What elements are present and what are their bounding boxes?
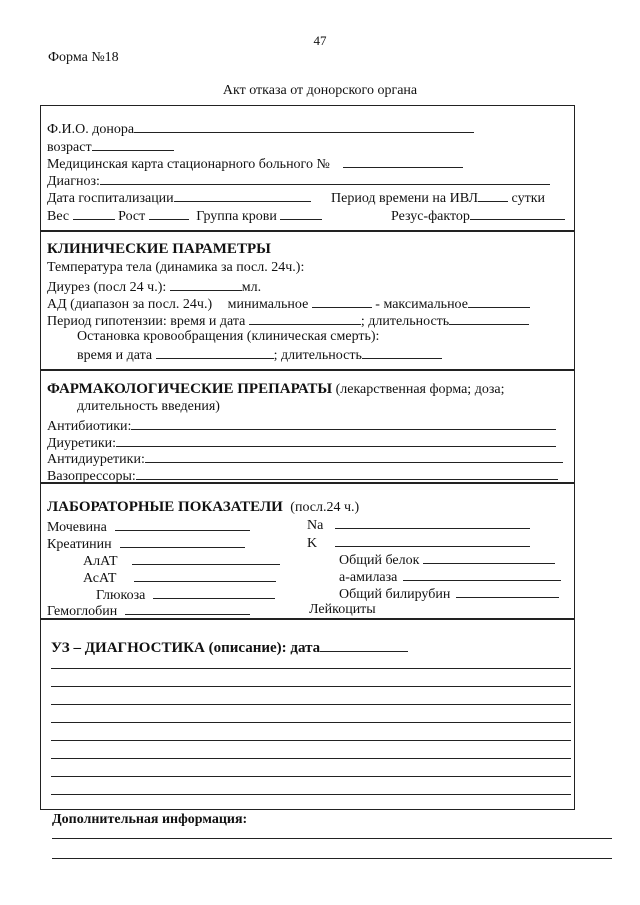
creatinine-field[interactable] — [120, 535, 245, 548]
donor-info-section — [40, 105, 575, 231]
additional-info-label: Дополнительная информация: — [52, 812, 248, 827]
arrest-duration-field[interactable] — [362, 346, 442, 359]
ultrasound-line[interactable] — [51, 722, 571, 723]
glucose-label: Глюкоза — [96, 588, 146, 603]
total-protein-field[interactable] — [423, 551, 555, 564]
hypotension-duration-field[interactable] — [449, 312, 529, 325]
form-number: Форма №18 — [48, 50, 119, 65]
clinical-heading: КЛИНИЧЕСКИЕ ПАРАМЕТРЫ — [47, 241, 271, 257]
ultrasound-line[interactable] — [51, 740, 571, 741]
bp-label: АД (диапазон за посл. 24ч.) — [47, 297, 213, 312]
bp-max-label: - максимальное — [375, 297, 468, 312]
ultrasound-heading: УЗ – ДИАГНОСТИКА (описание): дата — [51, 640, 321, 656]
na-label: Na — [307, 518, 324, 533]
hospitalization-label: Дата госпитализации — [47, 191, 174, 206]
na-field[interactable] — [335, 516, 530, 529]
rh-label: Резус-фактор — [391, 209, 470, 224]
ultrasound-line[interactable] — [51, 758, 571, 759]
temperature-label: Температура тела (динамика за посл. 24ч.): — [47, 260, 305, 275]
diuresis-field[interactable] — [170, 278, 242, 291]
donor-name-field[interactable] — [134, 120, 474, 133]
ultrasound-line[interactable] — [51, 794, 571, 795]
ultrasound-line[interactable] — [51, 686, 571, 687]
antibiotics-label: Антибиотики: — [47, 419, 132, 434]
hemoglobin-field[interactable] — [125, 602, 250, 615]
lab-heading: ЛАБОРАТОРНЫЕ ПОКАЗАТЕЛИ — [47, 499, 283, 515]
vasopressors-field[interactable] — [136, 467, 558, 480]
bp-max-field[interactable] — [468, 295, 530, 308]
k-label: K — [307, 536, 318, 551]
lab-heading-note: (посл.24 ч.) — [290, 500, 360, 515]
asat-label: АсАТ — [83, 571, 117, 586]
bp-min-field[interactable] — [312, 295, 372, 308]
arrest-label: Остановка кровообращения (клиническая смерть): — [77, 329, 380, 344]
height-field[interactable] — [149, 207, 189, 220]
hypotension-label: Период гипотензии: время и дата — [47, 314, 246, 329]
pharma-heading-note: (лекарственная форма; доза; — [335, 382, 505, 397]
antidiuretics-field[interactable] — [145, 450, 563, 463]
ultrasound-line[interactable] — [51, 668, 571, 669]
ventilation-field[interactable] — [478, 189, 508, 202]
bilirubin-label: Общий билирубин — [339, 587, 451, 602]
ultrasound-line[interactable] — [51, 704, 571, 705]
ventilation-label: Период времени на ИВЛ — [331, 191, 479, 206]
weight-label: Вес — [47, 209, 70, 224]
ultrasound-section — [40, 619, 575, 810]
bp-min-label: минимальное — [227, 297, 309, 312]
glucose-field[interactable] — [153, 586, 275, 599]
antidiuretics-label: Антидиуретики: — [47, 452, 145, 467]
page-number: 47 — [313, 33, 327, 48]
arrest-date-field[interactable] — [156, 346, 274, 359]
asat-field[interactable] — [134, 569, 276, 582]
hypotension-date-field[interactable] — [249, 312, 361, 325]
additional-info-line[interactable] — [52, 838, 612, 839]
hypotension-duration-label: ; длительность — [360, 314, 450, 329]
k-field[interactable] — [335, 534, 530, 547]
arrest-duration-label: ; длительность — [273, 348, 362, 363]
page-title: Акт отказа от донорского органа — [222, 83, 418, 98]
amylase-label: а-амилаза — [339, 570, 398, 585]
leukocytes-label: Лейкоциты — [309, 602, 376, 617]
ultrasound-line[interactable] — [51, 776, 571, 777]
age-field[interactable] — [92, 138, 174, 151]
alat-field[interactable] — [132, 552, 280, 565]
donor-name-label: Ф.И.О. донора — [47, 122, 135, 137]
pharma-heading-note2: длительность введения) — [77, 399, 220, 414]
rh-field[interactable] — [470, 207, 565, 220]
hospitalization-field[interactable] — [174, 189, 311, 202]
diuresis-label: Диурез (посл 24 ч.): — [47, 280, 167, 295]
antibiotics-field[interactable] — [131, 417, 556, 430]
arrest-time-label: время и дата — [77, 348, 153, 363]
blood-group-label: Группа крови — [196, 209, 277, 224]
age-label: возраст — [47, 140, 92, 155]
pharma-section — [40, 370, 575, 483]
total-protein-label: Общий белок — [339, 553, 420, 568]
diagnosis-field[interactable] — [100, 172, 550, 185]
diuresis-unit: мл. — [241, 280, 262, 295]
weight-field[interactable] — [73, 207, 115, 220]
ultrasound-date-field[interactable] — [320, 639, 408, 652]
bilirubin-field[interactable] — [456, 585, 559, 598]
pharma-heading: ФАРМАКОЛОГИЧЕСКИЕ ПРЕПАРАТЫ — [47, 381, 333, 397]
creatinine-label: Креатинин — [47, 537, 112, 552]
alat-label: АлАТ — [83, 554, 118, 569]
vasopressors-label: Вазопрессоры: — [47, 469, 136, 484]
hemoglobin-label: Гемоглобин — [47, 604, 118, 619]
med-card-field[interactable] — [343, 155, 463, 168]
height-label: Рост — [118, 209, 146, 224]
diuretics-label: Диуретики: — [47, 436, 117, 451]
diuretics-field[interactable] — [116, 434, 556, 447]
urea-field[interactable] — [115, 518, 250, 531]
ventilation-unit: сутки — [511, 191, 545, 206]
med-card-label: Медицинская карта стационарного больного № — [47, 157, 330, 172]
clinical-params-section — [40, 231, 575, 370]
diagnosis-label: Диагноз: — [47, 174, 100, 189]
blood-group-field[interactable] — [280, 207, 322, 220]
urea-label: Мочевина — [47, 520, 107, 535]
lab-section — [40, 483, 575, 619]
amylase-field[interactable] — [403, 568, 561, 581]
additional-info-line[interactable] — [52, 858, 612, 859]
